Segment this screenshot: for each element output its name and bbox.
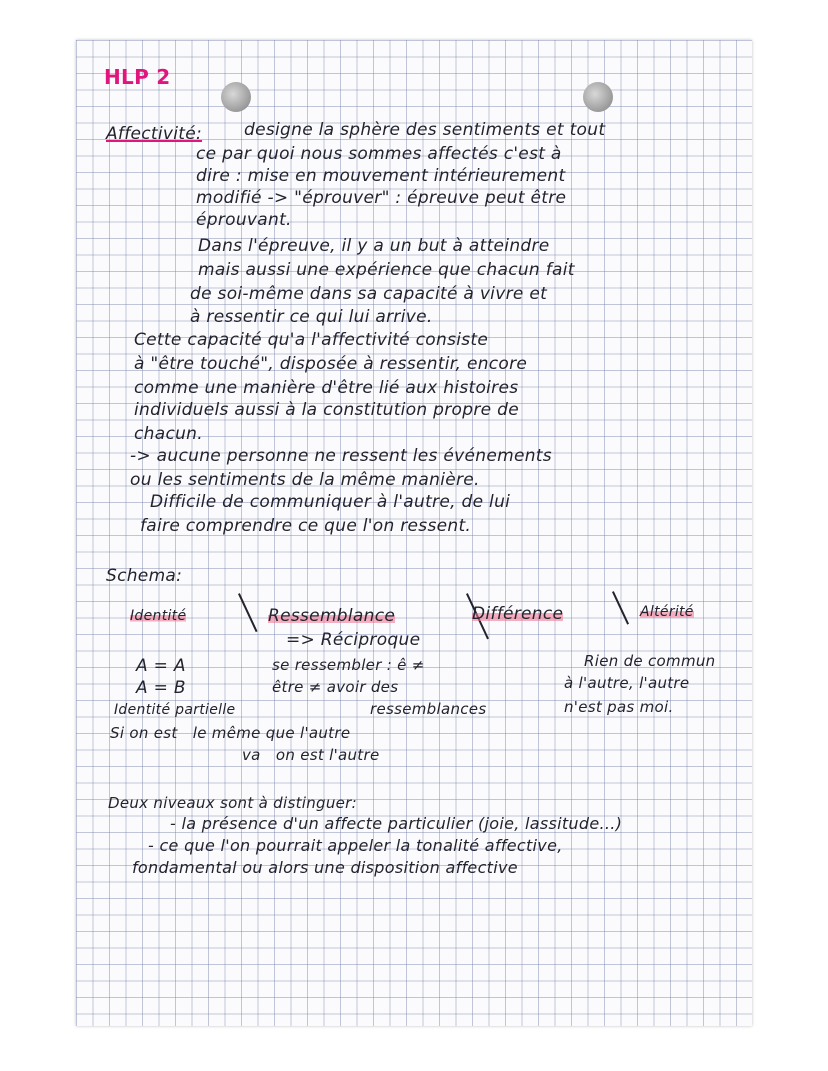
schema-ressemblance-line: ressemblances	[370, 700, 487, 718]
schema-alterite-line: Rien de commun	[584, 652, 716, 670]
schema-heading-identite: Identité	[130, 608, 187, 624]
schema-identite-partielle: Si on est le même que l'autre	[110, 724, 351, 742]
paragraph-line: chacun.	[134, 424, 203, 444]
schema-heading-alterite: Altérité	[640, 604, 694, 620]
definition-line: dire : mise en mouvement intérieurement	[196, 166, 566, 186]
paragraph-line: individuels aussi à la constitution propre de	[134, 400, 519, 420]
niveaux-title: Deux niveaux sont à distinguer:	[108, 794, 357, 812]
schema-identite-line: A = B	[136, 678, 186, 698]
schema-heading-difference: Différence	[472, 604, 564, 624]
schema-heading-ressemblance: Ressemblance	[268, 606, 396, 626]
paragraph-line: mais aussi une expérience que chacun fait	[198, 260, 575, 280]
niveaux-item: - la présence d'un affecte particulier (joie, lassitude...)	[170, 814, 623, 833]
paragraph-line: comme une manière d'être lié aux histoires	[134, 378, 519, 398]
schema-ressemblance-line: se ressembler : ê ≠	[272, 656, 425, 674]
definition-term: Affectivité:	[106, 124, 203, 144]
binder-hole-left	[221, 82, 251, 112]
schema-ressemblance-line: être ≠ avoir des	[272, 678, 399, 696]
definition-line: ce par quoi nous sommes affectés c'est à	[196, 144, 562, 164]
page-title: HLP 2	[104, 65, 171, 89]
paragraph-line: de soi-même dans sa capacité à vivre et	[190, 284, 548, 304]
paragraph-line: faire comprendre ce que l'on ressent.	[140, 516, 472, 536]
schema-label: Schema:	[106, 566, 183, 586]
schema-alterite-line: n'est pas moi.	[564, 698, 674, 716]
niveaux-item: fondamental ou alors une disposition affective	[132, 858, 518, 877]
binder-hole-right	[583, 82, 613, 112]
paragraph-line: Dans l'épreuve, il y a un but à atteindre	[198, 236, 550, 256]
paragraph-line: -> aucune personne ne ressent les événements	[130, 446, 552, 466]
schema-identite-partielle: Identité partielle	[114, 702, 236, 718]
paragraph-line: à ressentir ce qui lui arrive.	[190, 307, 433, 327]
definition-line: modifié -> "éprouver" : épreuve peut être	[196, 188, 567, 208]
paragraph-line: ou les sentiments de la même manière.	[130, 470, 480, 490]
paragraph-line: Cette capacité qu'a l'affectivité consiste	[134, 330, 489, 350]
niveaux-item: - ce que l'on pourrait appeler la tonalité affective,	[148, 836, 563, 855]
schema-identite-partielle: va on est l'autre	[242, 746, 380, 764]
definition-line: designe la sphère des sentiments et tout	[244, 120, 606, 140]
paragraph-line: à "être touché", disposée à ressentir, encore	[134, 354, 528, 374]
schema-identite-line: A = A	[136, 656, 186, 676]
definition-line: éprouvant.	[196, 210, 292, 230]
paragraph-line: Difficile de communiquer à l'autre, de lui	[150, 492, 511, 512]
schema-ressemblance-sub: => Réciproque	[286, 630, 421, 650]
schema-alterite-line: à l'autre, l'autre	[564, 674, 690, 692]
